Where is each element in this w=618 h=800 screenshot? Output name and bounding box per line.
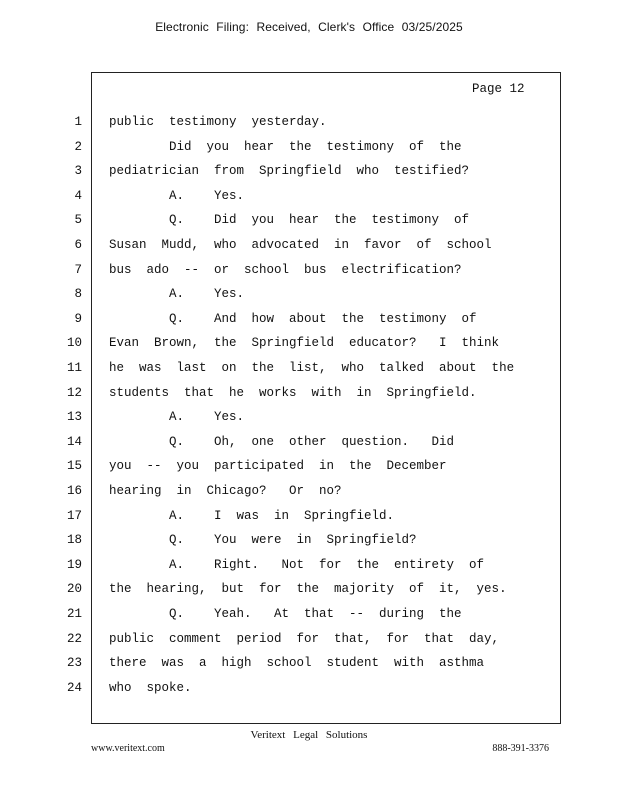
transcript-line	[0, 430, 618, 454]
transcript-line	[0, 504, 618, 528]
line-text: students that he works with in Springfield.	[109, 385, 477, 400]
transcript-line	[0, 676, 618, 700]
line-number: 17	[66, 508, 82, 523]
line-number: 4	[74, 188, 82, 203]
transcript-line	[0, 479, 618, 503]
line-text: the hearing, but for the majority of it, yes.	[109, 582, 507, 597]
line-text: Q. Yeah. At that -- during the	[109, 607, 462, 621]
footer-phone: 888-391-3376	[492, 743, 549, 754]
footer-website: www.veritext.com	[91, 743, 165, 754]
line-number: 23	[66, 656, 82, 671]
line-text: Q. Did you hear the testimony of	[109, 213, 470, 228]
line-number: 5	[74, 213, 82, 228]
transcript-line	[0, 307, 618, 331]
line-text: hearing in Chicago? Or no?	[109, 484, 342, 498]
transcript-line	[0, 208, 618, 232]
line-text: who spoke.	[109, 680, 192, 695]
line-number: 9	[74, 311, 82, 326]
footer-company-name: Veritext Legal Solutions	[250, 729, 368, 741]
line-text: A. Yes.	[109, 287, 245, 302]
line-number: 6	[74, 238, 82, 252]
transcript-line	[0, 233, 618, 257]
line-text: public comment period for that, for that day,	[109, 631, 500, 646]
line-number: 20	[66, 582, 82, 597]
transcript-line	[0, 381, 618, 405]
line-number: 21	[66, 607, 82, 621]
line-text: he was last on the list, who talked about the	[109, 361, 515, 375]
transcript-line	[0, 602, 618, 626]
transcript-line	[0, 184, 618, 208]
line-number: 3	[74, 164, 82, 179]
line-text: A. Yes.	[109, 188, 245, 203]
transcript-line	[0, 159, 618, 183]
line-text: Susan Mudd, who advocated in favor of school	[109, 238, 492, 252]
line-text: pediatrician from Springfield who testified?	[109, 164, 470, 179]
line-number: 14	[66, 434, 82, 449]
transcript-line	[0, 405, 618, 429]
line-number: 18	[66, 533, 82, 548]
transcript-line	[0, 651, 618, 675]
line-number: 13	[66, 410, 82, 425]
line-number: 19	[66, 557, 82, 572]
line-text: Q. And how about the testimony of	[109, 311, 477, 326]
line-number: 15	[66, 459, 82, 474]
line-text: A. Yes.	[109, 410, 245, 425]
transcript-line	[0, 528, 618, 552]
line-text: Q. Oh, one other question. Did	[109, 434, 455, 449]
transcript-line	[0, 110, 618, 134]
line-text: bus ado -- or school bus electrification?	[109, 262, 462, 277]
line-number: 22	[66, 631, 82, 646]
line-number: 1	[74, 115, 82, 129]
line-text: there was a high school student with asthma	[109, 656, 485, 671]
line-number: 24	[66, 680, 82, 695]
page-number: Page 12	[472, 82, 525, 96]
line-text: Q. You were in Springfield?	[109, 533, 417, 548]
line-number: 10	[66, 336, 82, 351]
transcript-line	[0, 454, 618, 478]
line-number: 8	[74, 287, 82, 302]
line-text: Did you hear the testimony of the	[109, 139, 462, 154]
line-number: 12	[66, 385, 82, 400]
transcript-line	[0, 258, 618, 282]
transcript-line	[0, 331, 618, 355]
transcript-line	[0, 627, 618, 651]
line-text: public testimony yesterday.	[109, 115, 327, 129]
line-text: you -- you participated in the December	[109, 459, 447, 474]
transcript-line	[0, 577, 618, 601]
line-text: A. Right. Not for the entirety of	[109, 557, 485, 572]
line-number: 11	[66, 361, 82, 375]
transcript-line	[0, 553, 618, 577]
transcript-line	[0, 282, 618, 306]
transcript-line	[0, 356, 618, 380]
transcript-line	[0, 135, 618, 159]
line-text: A. I was in Springfield.	[109, 508, 395, 523]
line-text: Evan Brown, the Springfield educator? I think	[109, 336, 500, 351]
line-number: 2	[74, 139, 82, 154]
line-number: 7	[74, 262, 82, 277]
filing-stamp-header: Electronic Filing: Received, Clerk's Office 03/25/2025	[155, 20, 463, 34]
line-number: 16	[66, 484, 82, 498]
